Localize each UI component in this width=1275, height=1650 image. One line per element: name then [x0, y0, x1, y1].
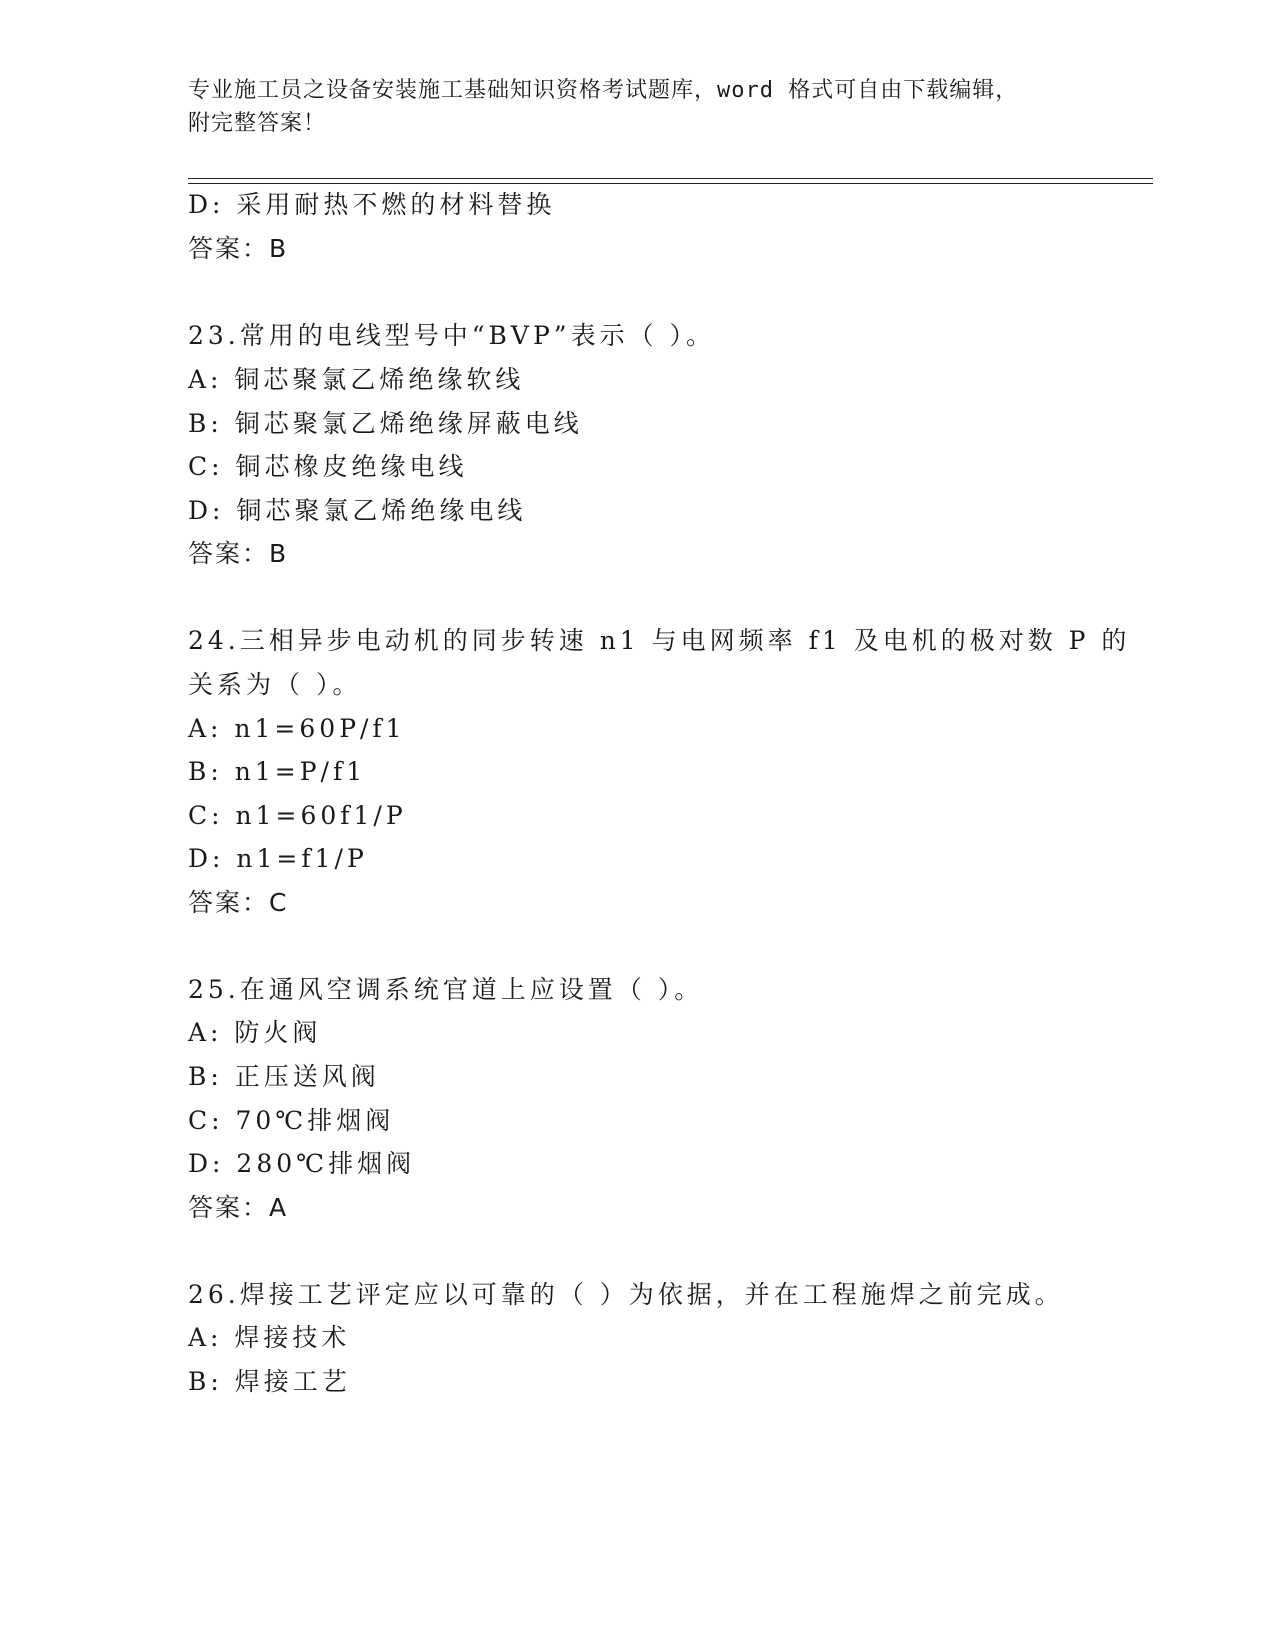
question-24-option-c: C: n1=60f1/P — [188, 801, 407, 830]
question-25-option-a: A: 防火阀 — [188, 1018, 322, 1047]
question-23-stem: 23.常用的电线型号中“BVP”表示（ ）。 — [188, 321, 716, 350]
question-25-option-c: C: 70℃排烟阀 — [188, 1106, 395, 1135]
question-24-option-d: D: n1=f1/P — [188, 844, 368, 873]
question-24-answer: 答案：C — [188, 888, 289, 917]
prev-option-d: D: 采用耐热不燃的材料替换 — [188, 190, 556, 219]
prev-answer: 答案：B — [188, 234, 289, 263]
question-26-stem: 26.焊接工艺评定应以可靠的（ ）为依据，并在工程施焊之前完成。 — [188, 1280, 1064, 1309]
question-25-option-d: D: 280℃排烟阀 — [188, 1149, 416, 1178]
question-23-option-c: C: 铜芯橡皮绝缘电线 — [188, 452, 468, 481]
header-line-2: 附完整答案！ — [188, 111, 327, 136]
question-26-option-b: B: 焊接工艺 — [188, 1367, 351, 1396]
question-24-stem-line-1: 24.三相异步电动机的同步转速 n1 与电网频率 f1 及电机的极对数 P 的 — [188, 626, 1131, 655]
header-divider-bottom — [188, 183, 1153, 184]
question-25-answer: 答案：A — [188, 1193, 289, 1222]
question-24-option-b: B: n1=P/f1 — [188, 757, 367, 786]
question-23-option-a: A: 铜芯聚氯乙烯绝缘软线 — [188, 365, 525, 394]
question-25-option-b: B: 正压送风阀 — [188, 1062, 380, 1091]
question-23-answer: 答案：B — [188, 539, 289, 568]
question-23-option-d: D: 铜芯聚氯乙烯绝缘电线 — [188, 496, 527, 525]
header-divider-top — [188, 178, 1153, 179]
header-line-1: 专业施工员之设备安装施工基础知识资格考试题库，word 格式可自由下载编辑， — [188, 78, 1019, 103]
question-24-option-a: A: n1=60P/f1 — [188, 714, 406, 743]
document-header — [188, 74, 1088, 140]
question-23-option-b: B: 铜芯聚氯乙烯绝缘屏蔽电线 — [188, 409, 583, 438]
question-24-stem-line-2: 关系为（ ）。 — [188, 670, 362, 699]
question-26-option-a: A: 焊接技术 — [188, 1323, 351, 1352]
question-25-stem: 25.在通风空调系统官道上应设置（ ）。 — [188, 975, 704, 1004]
